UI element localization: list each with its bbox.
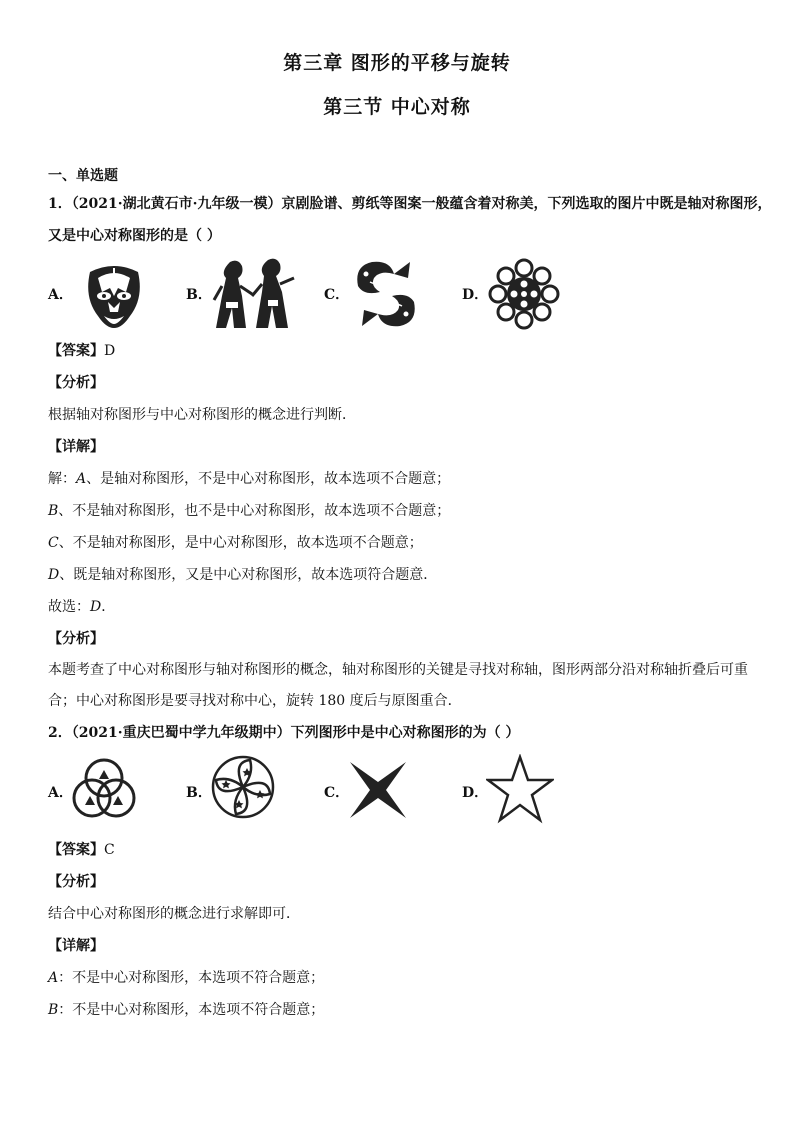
- q1-option-a-label: A．: [48, 287, 73, 303]
- q1-detail-a: [48, 469, 758, 489]
- q1-detail-b: [48, 501, 758, 521]
- q1-detail-c-text: 、不是轴对称图形，是中心对称图形，故本选项不合题意；: [58, 535, 423, 551]
- q1-answer-label: 【答案】: [48, 343, 104, 359]
- q1-detail-label: 【详解】: [48, 439, 104, 455]
- q2-detail-b: [48, 1000, 758, 1020]
- q1-answer-value: D: [104, 343, 116, 359]
- triquetra-triangles-icon: [72, 754, 136, 820]
- q1-detail-b-letter: B: [48, 503, 59, 519]
- q1-option-c-label: C．: [324, 287, 350, 303]
- section-heading: 一、单选题: [48, 168, 118, 184]
- q1-analysis2-text: 本题考查了中心对称图形与轴对称图形的概念，轴对称图形的关键是寻找对称轴，图形两部分沿对称轴折叠后可重合；中心对称图形是要寻找对称中心，旋转 180 度后与原图重合．: [48, 662, 748, 709]
- flower-medallion-icon: [488, 258, 560, 330]
- q1-conclusion-suffix: ．: [101, 599, 116, 615]
- q1-option-d-label: D．: [462, 287, 489, 303]
- q1-conclusion: [48, 597, 758, 617]
- q2-option-d-label: D．: [462, 785, 489, 801]
- q2-detail-a: [48, 968, 758, 988]
- q2-detail-a-text: ：不是中心对称图形，本选项不符合题意；: [58, 970, 325, 986]
- q1-detail-d-text: 、既是轴对称图形，又是中心对称图形，故本选项符合题意．: [59, 567, 438, 583]
- q1-stem-line2: 又是中心对称图形的是（ ）: [48, 228, 221, 244]
- q1-analysis-label: 【分析】: [48, 375, 104, 391]
- peking-opera-mask-icon: [78, 258, 150, 330]
- q1-detail-a-letter: A: [76, 471, 87, 487]
- q1-detail-b-text: 、不是轴对称图形，也不是中心对称图形，故本选项不合题意；: [58, 503, 451, 519]
- q1-detail-c-letter: C: [48, 535, 59, 551]
- q2-analysis-label: 【分析】: [48, 874, 104, 890]
- four-point-star-icon: [348, 760, 408, 820]
- q1-stem-line1: 1．（2021·湖北黄石市·九年级一模）京剧脸谱、剪纸等图案一般蕴含着对称美，下列选取的图片中既是轴对称图形，: [48, 196, 772, 212]
- q2-detail-label: 【详解】: [48, 938, 104, 954]
- q2-detail-b-letter: B: [48, 1002, 59, 1018]
- q1-conclusion-letter: D: [90, 599, 102, 615]
- q1-detail-c: [48, 533, 758, 553]
- q2-option-b-label: B．: [186, 785, 212, 801]
- q1-detail-a-prefix: 解：: [48, 471, 76, 487]
- q1-detail-a-text: 、是轴对称图形，不是中心对称图形，故本选项不合题意；: [86, 471, 451, 487]
- q2-detail-b-text: ：不是中心对称图形，本选项不符合题意；: [58, 1002, 325, 1018]
- paper-cut-figures-icon: [212, 256, 296, 332]
- bauhinia-flower-icon: [210, 754, 276, 820]
- q1-detail-d: [48, 565, 758, 585]
- q1-analysis-text: 根据轴对称图形与中心对称图形的概念进行判断．: [48, 407, 356, 423]
- q1-conclusion-prefix: 故选：: [48, 599, 90, 615]
- q2-analysis-text: 结合中心对称图形的概念进行求解即可．: [48, 906, 300, 922]
- q2-answer-value: C: [104, 842, 115, 858]
- q2-detail-a-letter: A: [48, 970, 59, 986]
- chapter-title: 第三章 图形的平移与旋转: [283, 52, 511, 74]
- twin-fish-icon: [350, 256, 422, 332]
- q1-answer: [48, 341, 758, 361]
- q1-analysis2-label: 【分析】: [48, 631, 104, 647]
- q2-answer: [48, 840, 758, 860]
- q2-answer-label: 【答案】: [48, 842, 104, 858]
- q2-option-a-label: A．: [48, 785, 73, 801]
- q2-option-c-label: C．: [324, 785, 350, 801]
- q1-detail-d-letter: D: [48, 567, 60, 583]
- five-point-star-icon: [486, 754, 554, 824]
- section-title: 第三节 中心对称: [323, 96, 471, 118]
- q2-stem: 2．（2021·重庆巴蜀中学九年级期中）下列图形中是中心对称图形的为（ ）: [48, 725, 520, 741]
- q1-option-b-label: B．: [186, 287, 212, 303]
